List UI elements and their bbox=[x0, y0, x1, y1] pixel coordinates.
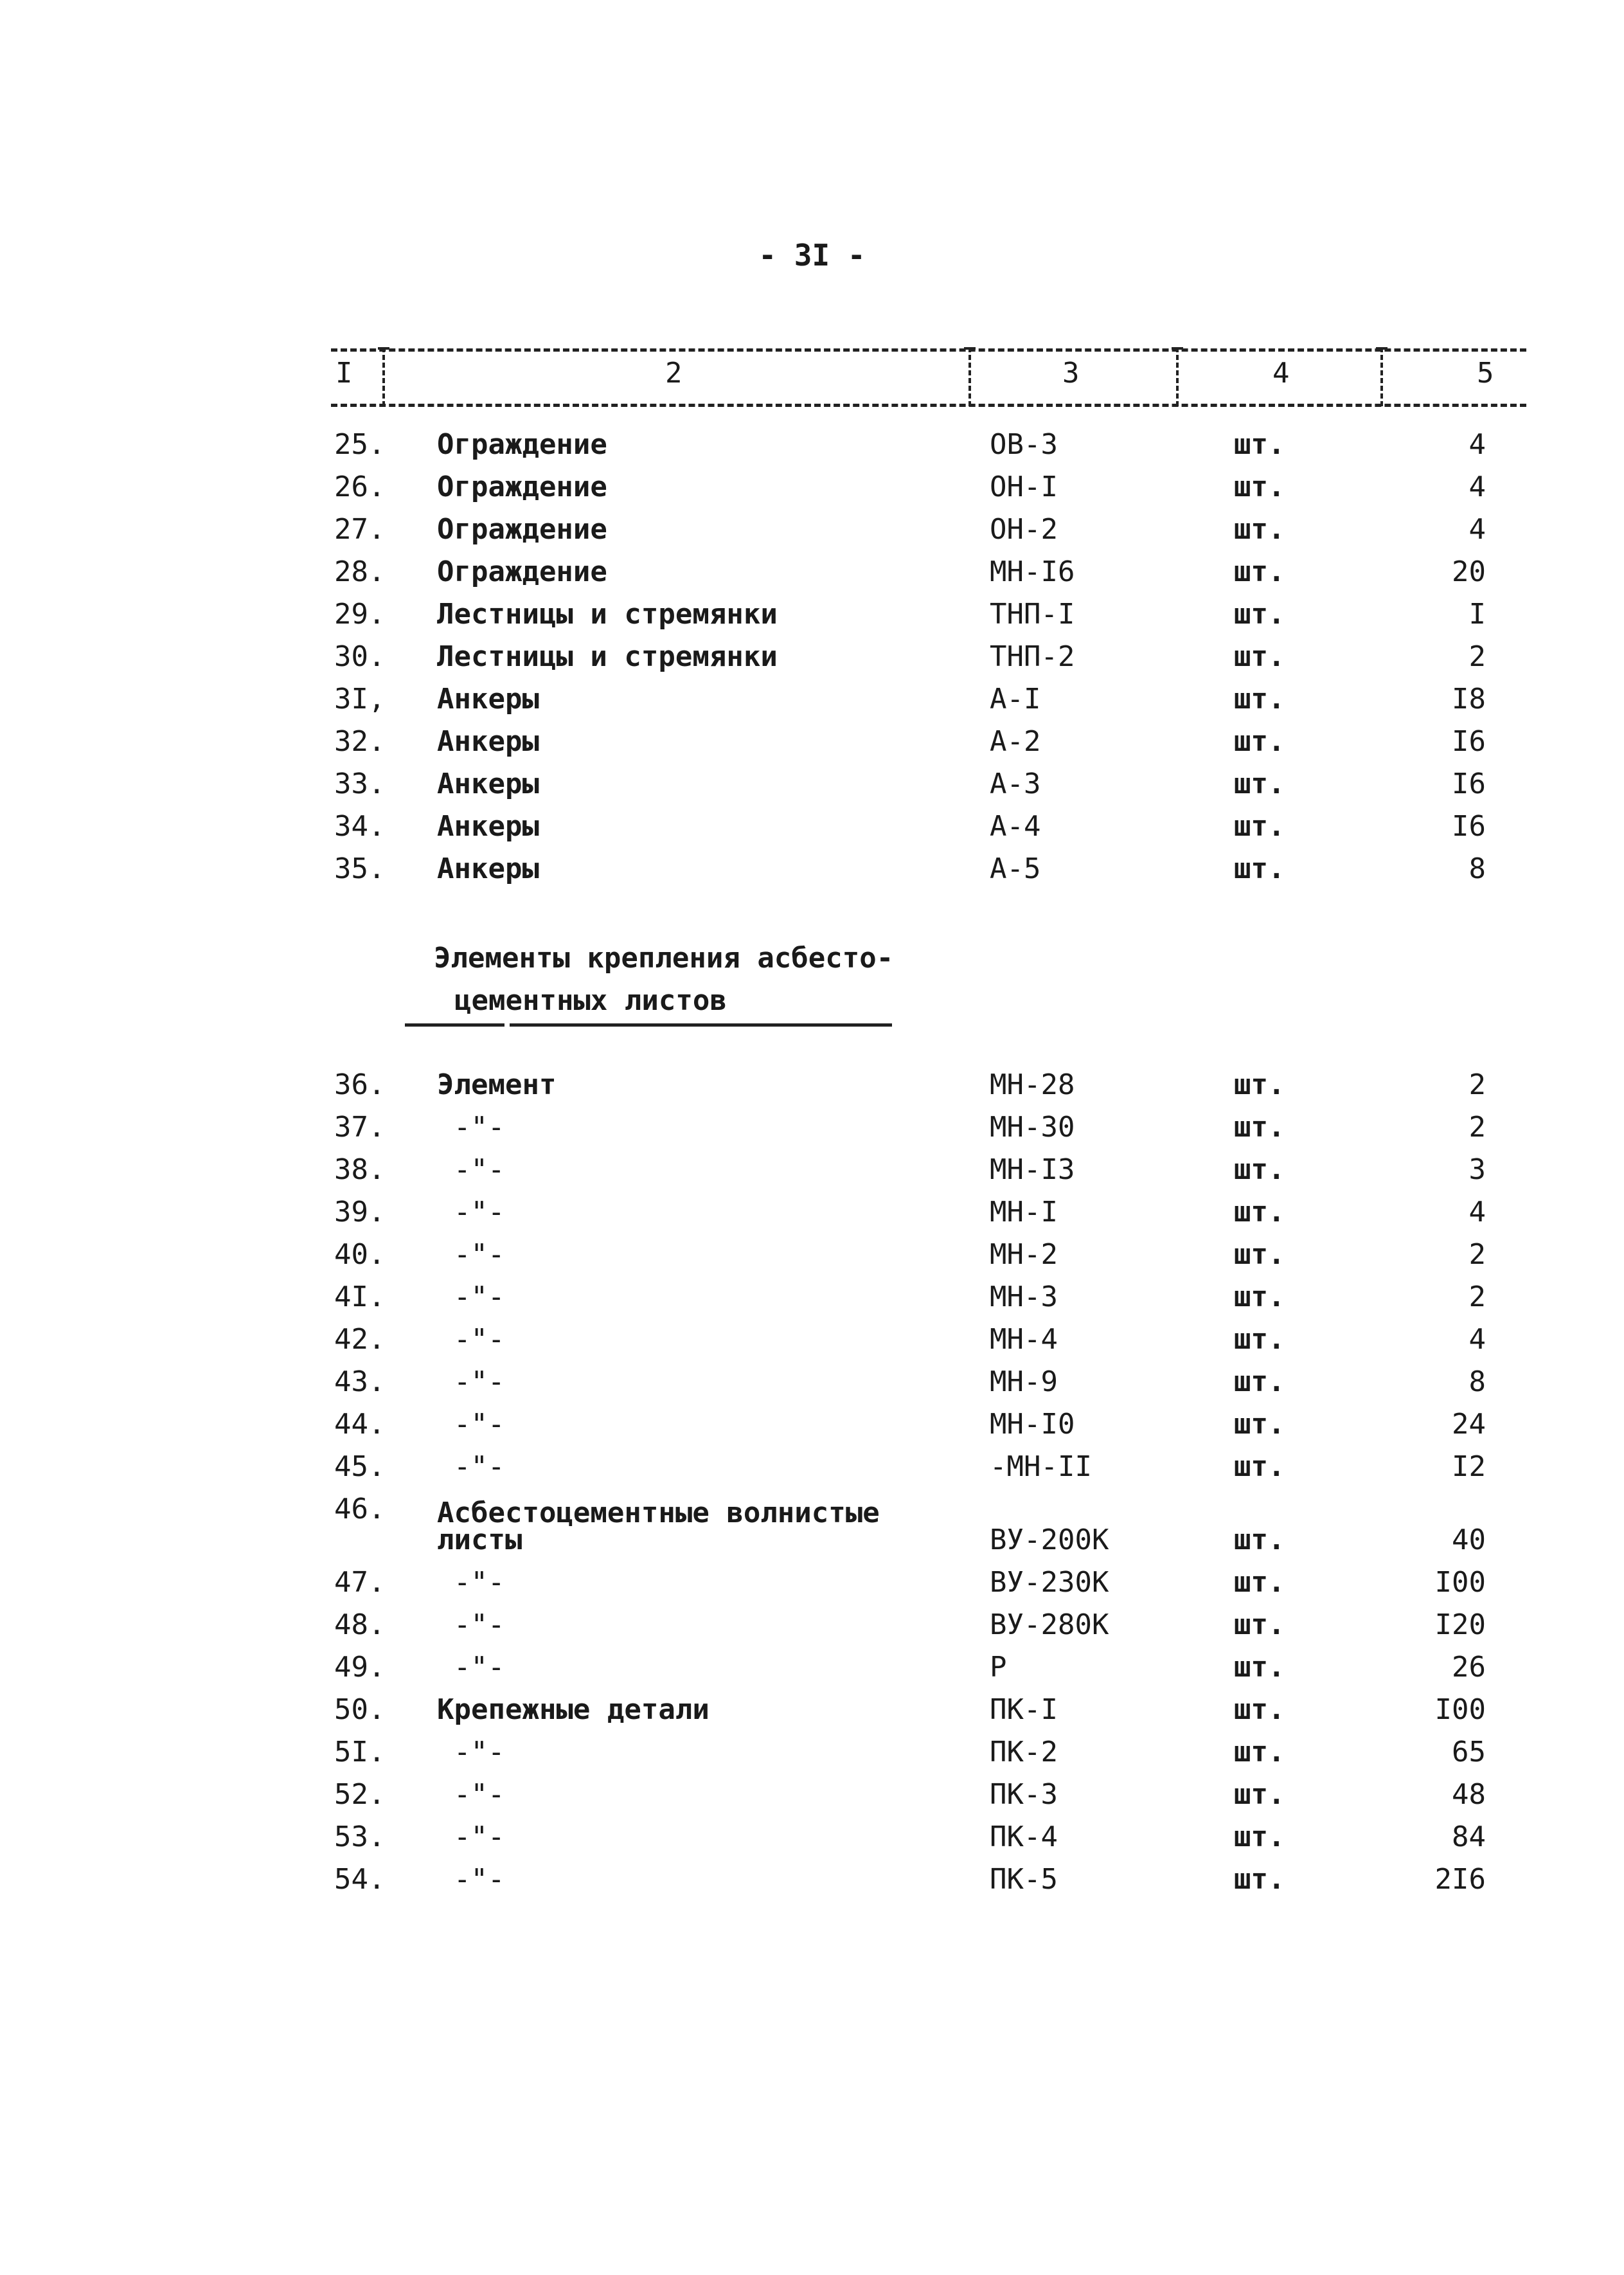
item-unit: шт. bbox=[1234, 513, 1285, 546]
item-unit: шт. bbox=[1234, 555, 1285, 588]
item-name: Ограждение bbox=[437, 555, 607, 588]
item-mark: ТНП-I bbox=[990, 598, 1075, 631]
item-unit: шт. bbox=[1234, 1608, 1285, 1641]
item-quantity: 65 bbox=[1452, 1736, 1486, 1768]
ditto-mark: -"- bbox=[454, 1153, 505, 1186]
item-name: Анкеры bbox=[437, 852, 539, 885]
column-separator bbox=[382, 347, 385, 406]
ditto-mark: -"- bbox=[454, 1238, 505, 1271]
item-unit: шт. bbox=[1234, 1566, 1285, 1599]
row-number: 36. bbox=[334, 1068, 386, 1101]
item-mark: ОН-I bbox=[990, 471, 1058, 503]
item-unit: шт. bbox=[1234, 852, 1285, 885]
row-number: 32. bbox=[334, 725, 386, 758]
item-mark: ПК-2 bbox=[990, 1736, 1058, 1768]
row-number: 4I. bbox=[334, 1281, 386, 1313]
item-unit: шт. bbox=[1234, 1408, 1285, 1441]
item-unit: шт. bbox=[1234, 1863, 1285, 1896]
item-unit: шт. bbox=[1234, 1111, 1285, 1144]
table-header-bottom-rule bbox=[331, 404, 1526, 407]
item-name: Лестницы и стремянки bbox=[437, 640, 778, 673]
item-quantity: 20 bbox=[1452, 555, 1486, 588]
item-unit: шт. bbox=[1234, 640, 1285, 673]
item-mark: ПК-4 bbox=[990, 1821, 1058, 1853]
item-quantity: 24 bbox=[1452, 1408, 1486, 1441]
row-number: 29. bbox=[334, 598, 386, 631]
table-row bbox=[0, 1648, 1624, 1687]
section-underline bbox=[405, 1023, 504, 1027]
row-number: 5I. bbox=[334, 1736, 386, 1768]
item-quantity: I00 bbox=[1434, 1693, 1486, 1726]
item-mark: МН-I3 bbox=[990, 1153, 1075, 1186]
row-number: 34. bbox=[334, 810, 386, 843]
table-row bbox=[0, 1236, 1624, 1274]
ditto-mark: -"- bbox=[454, 1281, 505, 1313]
item-unit: шт. bbox=[1234, 1238, 1285, 1271]
item-unit: шт. bbox=[1234, 471, 1285, 503]
table-row bbox=[0, 468, 1624, 507]
item-quantity: 3 bbox=[1468, 1153, 1486, 1186]
table-row bbox=[0, 638, 1624, 676]
row-number: 38. bbox=[334, 1153, 386, 1186]
item-mark: ВУ-280К bbox=[990, 1608, 1109, 1641]
section-heading-line: Элементы крепления асбесто- bbox=[434, 942, 894, 975]
table-row bbox=[0, 1151, 1624, 1189]
item-mark: МН-9 bbox=[990, 1365, 1058, 1398]
item-unit: шт. bbox=[1234, 1524, 1285, 1556]
row-number: 40. bbox=[334, 1238, 386, 1271]
table-row bbox=[0, 1363, 1624, 1401]
item-unit: шт. bbox=[1234, 768, 1285, 800]
row-number: 28. bbox=[334, 555, 386, 588]
table-row bbox=[0, 1193, 1624, 1232]
item-name: Анкеры bbox=[437, 810, 539, 843]
item-quantity: 8 bbox=[1468, 852, 1486, 885]
item-unit: шт. bbox=[1234, 1736, 1285, 1768]
table-header-top-rule bbox=[331, 348, 1526, 352]
table-row bbox=[0, 595, 1624, 634]
item-mark: ПК-I bbox=[990, 1693, 1058, 1726]
item-unit: шт. bbox=[1234, 428, 1285, 461]
row-number: 48. bbox=[334, 1608, 386, 1641]
item-unit: шт. bbox=[1234, 1651, 1285, 1684]
item-quantity: I6 bbox=[1452, 768, 1486, 800]
item-quantity: I20 bbox=[1434, 1608, 1486, 1641]
item-name: Ограждение bbox=[437, 471, 607, 503]
item-quantity: 48 bbox=[1452, 1778, 1486, 1811]
item-mark: -МН-II bbox=[990, 1450, 1092, 1483]
column-separator bbox=[1176, 347, 1179, 406]
ditto-mark: -"- bbox=[454, 1651, 505, 1684]
row-number: 46. bbox=[334, 1493, 386, 1525]
table-row bbox=[0, 1066, 1624, 1104]
row-number: 26. bbox=[334, 471, 386, 503]
column-header-3: 3 bbox=[1062, 357, 1080, 390]
item-mark: Р bbox=[990, 1651, 1007, 1684]
item-quantity: 40 bbox=[1452, 1524, 1486, 1556]
item-name: Анкеры bbox=[437, 768, 539, 800]
item-unit: шт. bbox=[1234, 598, 1285, 631]
item-quantity: I bbox=[1468, 598, 1486, 631]
item-quantity: I6 bbox=[1452, 725, 1486, 758]
column-header-5: 5 bbox=[1477, 357, 1494, 390]
ditto-mark: -"- bbox=[454, 1736, 505, 1768]
item-quantity: 84 bbox=[1452, 1821, 1486, 1853]
item-name: Лестницы и стремянки bbox=[437, 598, 778, 631]
table-row bbox=[0, 1606, 1624, 1644]
page-number: - 3I - bbox=[758, 238, 866, 273]
table-row bbox=[0, 1490, 1624, 1561]
item-name: Анкеры bbox=[437, 725, 539, 758]
ditto-mark: -"- bbox=[454, 1111, 505, 1144]
row-number: 43. bbox=[334, 1365, 386, 1398]
row-number: 42. bbox=[334, 1323, 386, 1356]
column-separator bbox=[1380, 347, 1383, 406]
item-unit: шт. bbox=[1234, 1323, 1285, 1356]
row-number: 45. bbox=[334, 1450, 386, 1483]
item-mark: А-I bbox=[990, 683, 1041, 715]
table-row bbox=[0, 1691, 1624, 1729]
item-name: Анкеры bbox=[437, 683, 539, 715]
table-row bbox=[0, 850, 1624, 888]
column-header-2: 2 bbox=[665, 357, 683, 390]
item-mark: ПК-5 bbox=[990, 1863, 1058, 1896]
row-number: 3I, bbox=[334, 683, 386, 715]
section-heading-line: цементных листов bbox=[454, 984, 727, 1017]
ditto-mark: -"- bbox=[454, 1408, 505, 1441]
row-number: 33. bbox=[334, 768, 386, 800]
table-row bbox=[0, 723, 1624, 761]
item-unit: шт. bbox=[1234, 1153, 1285, 1186]
row-number: 54. bbox=[334, 1863, 386, 1896]
item-mark: А-2 bbox=[990, 725, 1041, 758]
item-quantity: 26 bbox=[1452, 1651, 1486, 1684]
item-quantity: 2I6 bbox=[1434, 1863, 1486, 1896]
item-mark: МН-30 bbox=[990, 1111, 1075, 1144]
item-unit: шт. bbox=[1234, 1450, 1285, 1483]
ditto-mark: -"- bbox=[454, 1365, 505, 1398]
item-mark: МН-4 bbox=[990, 1323, 1058, 1356]
item-mark: МН-3 bbox=[990, 1281, 1058, 1313]
ditto-mark: -"- bbox=[454, 1450, 505, 1483]
item-mark: ОВ-3 bbox=[990, 428, 1058, 461]
row-number: 35. bbox=[334, 852, 386, 885]
table-row bbox=[0, 1860, 1624, 1899]
item-quantity: I8 bbox=[1452, 683, 1486, 715]
item-quantity: 4 bbox=[1468, 428, 1486, 461]
table-row bbox=[0, 680, 1624, 719]
item-mark: ТНП-2 bbox=[990, 640, 1075, 673]
table-row bbox=[0, 1108, 1624, 1147]
item-unit: шт. bbox=[1234, 1778, 1285, 1811]
section-underline bbox=[510, 1023, 892, 1027]
item-mark: МН-I bbox=[990, 1196, 1058, 1228]
row-number: 52. bbox=[334, 1778, 386, 1811]
item-quantity: 8 bbox=[1468, 1365, 1486, 1398]
item-name: Ограждение bbox=[437, 513, 607, 546]
item-quantity: I2 bbox=[1452, 1450, 1486, 1483]
row-number: 39. bbox=[334, 1196, 386, 1228]
item-unit: шт. bbox=[1234, 683, 1285, 715]
column-header-4: 4 bbox=[1272, 357, 1290, 390]
table-row bbox=[0, 1278, 1624, 1317]
item-mark: А-4 bbox=[990, 810, 1041, 843]
item-unit: шт. bbox=[1234, 1693, 1285, 1726]
table-row bbox=[0, 553, 1624, 591]
item-mark: А-5 bbox=[990, 852, 1041, 885]
ditto-mark: -"- bbox=[454, 1566, 505, 1599]
item-quantity: 4 bbox=[1468, 513, 1486, 546]
ditto-mark: -"- bbox=[454, 1778, 505, 1811]
item-quantity: 2 bbox=[1468, 640, 1486, 673]
ditto-mark: -"- bbox=[454, 1821, 505, 1853]
row-number: 44. bbox=[334, 1408, 386, 1441]
table-row bbox=[0, 765, 1624, 804]
item-quantity: 4 bbox=[1468, 471, 1486, 503]
column-header-1: I bbox=[335, 357, 353, 390]
item-mark: МН-2 bbox=[990, 1238, 1058, 1271]
row-number: 30. bbox=[334, 640, 386, 673]
item-unit: шт. bbox=[1234, 725, 1285, 758]
row-number: 27. bbox=[334, 513, 386, 546]
table-row bbox=[0, 1818, 1624, 1857]
item-unit: шт. bbox=[1234, 1068, 1285, 1101]
table-row bbox=[0, 1448, 1624, 1486]
row-number: 25. bbox=[334, 428, 386, 461]
table-row bbox=[0, 1733, 1624, 1772]
item-mark: А-3 bbox=[990, 768, 1041, 800]
ditto-mark: -"- bbox=[454, 1196, 505, 1228]
row-number: 50. bbox=[334, 1693, 386, 1726]
ditto-mark: -"- bbox=[454, 1608, 505, 1641]
row-number: 37. bbox=[334, 1111, 386, 1144]
table-row bbox=[0, 1563, 1624, 1602]
row-number: 47. bbox=[334, 1566, 386, 1599]
ditto-mark: -"- bbox=[454, 1863, 505, 1896]
item-mark: ВУ-230К bbox=[990, 1566, 1109, 1599]
table-row bbox=[0, 807, 1624, 846]
item-mark: ВУ-200К bbox=[990, 1524, 1109, 1556]
table-row bbox=[0, 1405, 1624, 1444]
item-name: Элемент bbox=[437, 1068, 557, 1101]
column-separator bbox=[968, 347, 971, 406]
item-unit: шт. bbox=[1234, 1821, 1285, 1853]
item-unit: шт. bbox=[1234, 1281, 1285, 1313]
item-quantity: 4 bbox=[1468, 1323, 1486, 1356]
row-number: 49. bbox=[334, 1651, 386, 1684]
item-name: Асбестоцементные волнистые bbox=[437, 1497, 880, 1529]
item-mark: МН-I6 bbox=[990, 555, 1075, 588]
item-quantity: I00 bbox=[1434, 1566, 1486, 1599]
item-name-continued: листы bbox=[437, 1524, 522, 1556]
table-row bbox=[0, 1320, 1624, 1359]
item-quantity: 2 bbox=[1468, 1238, 1486, 1271]
item-unit: шт. bbox=[1234, 1196, 1285, 1228]
item-name: Крепежные детали bbox=[437, 1693, 709, 1726]
item-mark: МН-28 bbox=[990, 1068, 1075, 1101]
table-row bbox=[0, 426, 1624, 464]
item-unit: шт. bbox=[1234, 810, 1285, 843]
item-quantity: 2 bbox=[1468, 1281, 1486, 1313]
item-mark: ПК-3 bbox=[990, 1778, 1058, 1811]
item-name: Ограждение bbox=[437, 428, 607, 461]
table-row bbox=[0, 1776, 1624, 1814]
item-mark: ОН-2 bbox=[990, 513, 1058, 546]
item-quantity: 4 bbox=[1468, 1196, 1486, 1228]
row-number: 53. bbox=[334, 1821, 386, 1853]
section-heading bbox=[434, 937, 893, 1022]
item-quantity: I6 bbox=[1452, 810, 1486, 843]
ditto-mark: -"- bbox=[454, 1323, 505, 1356]
item-mark: МН-I0 bbox=[990, 1408, 1075, 1441]
item-unit: шт. bbox=[1234, 1365, 1285, 1398]
table-row bbox=[0, 510, 1624, 549]
item-quantity: 2 bbox=[1468, 1068, 1486, 1101]
item-quantity: 2 bbox=[1468, 1111, 1486, 1144]
